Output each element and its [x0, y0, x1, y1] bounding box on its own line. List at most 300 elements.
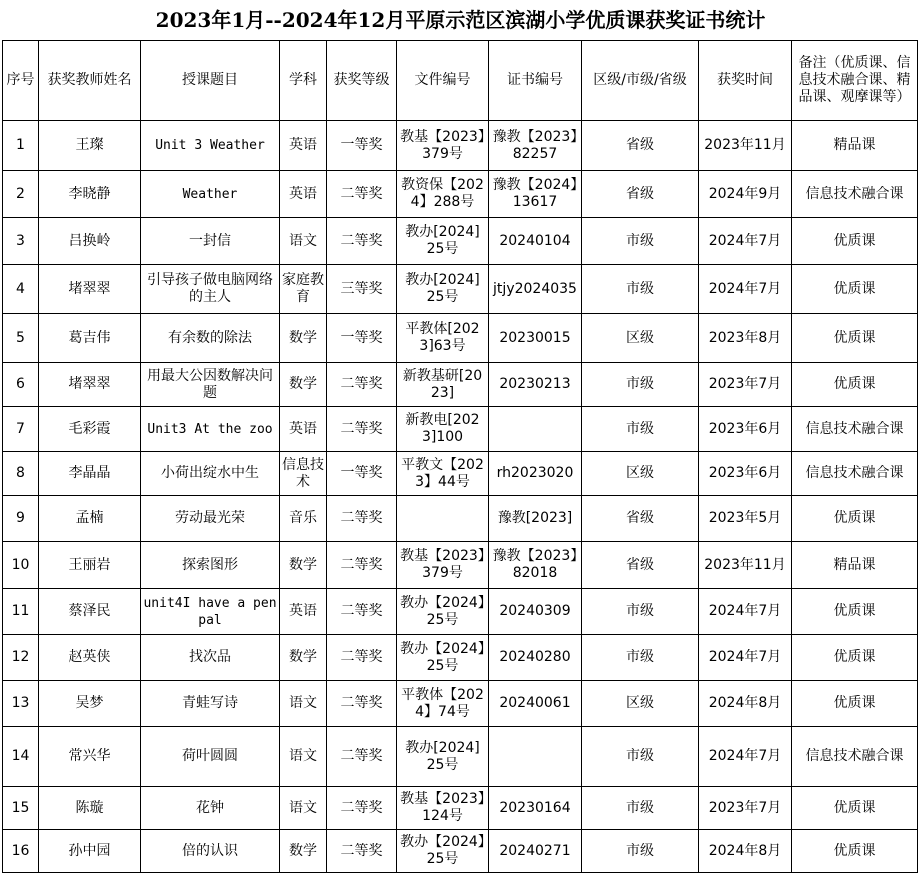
cell-text: 1 [16, 137, 25, 153]
cell-text: 优质课 [833, 649, 876, 665]
header-cell[interactable]: 文件编号 [397, 41, 489, 121]
cell-text: 20240280 [499, 649, 571, 665]
table-cell[interactable] [141, 121, 280, 171]
table-cell[interactable] [141, 589, 280, 635]
cell-text: 劳动最光荣 [175, 510, 245, 526]
table-cell[interactable] [39, 589, 141, 635]
cell-text: 二等奖 [340, 556, 383, 573]
table-row [3, 830, 918, 873]
table-cell[interactable] [141, 787, 280, 830]
cell-text: 语文 [289, 232, 317, 249]
cell-text: 二等奖 [340, 748, 383, 764]
cell-text: 6 [16, 376, 25, 392]
cell-text: 二等奖 [340, 420, 383, 437]
table-cell[interactable] [39, 363, 141, 407]
table-cell[interactable] [582, 830, 699, 873]
table-cell[interactable] [792, 314, 918, 363]
cell-text: 教基【2023】124号 [400, 791, 485, 824]
table-cell[interactable] [141, 314, 280, 363]
table-cell[interactable] [699, 589, 792, 635]
table-cell[interactable] [39, 314, 141, 363]
table-cell[interactable] [141, 452, 280, 496]
cell-text: 语文 [289, 799, 317, 816]
table-cell[interactable] [327, 452, 397, 496]
table-cell[interactable] [699, 635, 792, 681]
table-cell[interactable] [141, 265, 280, 314]
table-cell[interactable] [141, 496, 280, 542]
table-cell[interactable] [141, 727, 280, 787]
table-row [3, 635, 918, 681]
table-cell[interactable] [489, 171, 582, 218]
table-cell[interactable] [489, 635, 582, 681]
table-cell[interactable] [3, 589, 39, 635]
table-cell[interactable] [39, 787, 141, 830]
table-cell[interactable] [39, 407, 141, 452]
table-cell[interactable] [327, 589, 397, 635]
table-cell[interactable] [582, 496, 699, 542]
cell-text: 16 [11, 842, 30, 859]
cell-text: 20230164 [499, 799, 571, 816]
cell-text: 陈璇 [75, 799, 104, 816]
table-cell[interactable] [39, 121, 141, 171]
cell-text: 12 [11, 649, 30, 665]
table-cell[interactable] [3, 787, 39, 830]
table-cell[interactable] [489, 830, 582, 873]
table-cell[interactable] [397, 363, 489, 407]
table-cell[interactable] [141, 363, 280, 407]
table-cell[interactable] [39, 635, 141, 681]
table-cell[interactable] [3, 363, 39, 407]
cell-text: 优质课 [833, 232, 876, 249]
table-cell[interactable] [582, 727, 699, 787]
table-cell[interactable] [280, 681, 327, 727]
table-cell[interactable] [141, 681, 280, 727]
table-row [3, 727, 918, 787]
table-cell[interactable] [699, 314, 792, 363]
table-cell[interactable] [141, 218, 280, 265]
cell-text: 二等奖 [340, 799, 383, 816]
cell-text: 引导孩子做电脑网络的主人 [147, 272, 273, 305]
table-cell[interactable] [397, 589, 489, 635]
table-cell[interactable] [327, 542, 397, 589]
table-cell[interactable] [3, 314, 39, 363]
table-cell[interactable] [397, 314, 489, 363]
table-cell[interactable] [397, 635, 489, 681]
table-cell[interactable] [3, 407, 39, 452]
table-cell[interactable] [792, 407, 918, 452]
header-cell[interactable]: 序号 [3, 41, 39, 121]
table-cell[interactable] [699, 363, 792, 407]
table-cell[interactable] [327, 635, 397, 681]
table-cell[interactable] [280, 635, 327, 681]
cell-text: 市级 [626, 842, 654, 859]
table-cell[interactable] [792, 635, 918, 681]
cell-text: 9 [16, 510, 25, 526]
table-cell[interactable] [3, 496, 39, 542]
cell-text: 2024年9月 [708, 185, 782, 202]
table-cell[interactable] [489, 727, 582, 787]
cell-text: 教办【2024】25号 [400, 594, 485, 628]
header-cell[interactable]: 授课题目 [141, 41, 280, 121]
table-cell[interactable] [489, 589, 582, 635]
table-cell[interactable] [3, 681, 39, 727]
table-cell[interactable] [792, 363, 918, 407]
cell-text: 2023年8月 [708, 329, 782, 346]
table-row [3, 218, 918, 265]
table-cell[interactable] [792, 727, 918, 787]
table-row [3, 542, 918, 589]
cell-text: 毛彩霞 [68, 420, 111, 437]
cell-text: 荷叶圆圆 [182, 748, 238, 764]
table-cell[interactable] [280, 542, 327, 589]
cell-text: 王璨 [75, 137, 104, 153]
cell-text: 豫教【2024】13617 [492, 177, 578, 210]
header-cell[interactable]: 获奖等级 [327, 41, 397, 121]
cell-text: 精品课 [833, 556, 876, 573]
table-cell[interactable] [582, 314, 699, 363]
cell-text: 吕换岭 [68, 232, 111, 249]
table-cell[interactable] [489, 787, 582, 830]
cell-text: 一等奖 [340, 465, 383, 481]
cell-text: 优质课 [833, 376, 876, 392]
table-cell[interactable] [397, 171, 489, 218]
table-cell[interactable] [280, 589, 327, 635]
cell-text: 语文 [289, 748, 317, 764]
table-cell[interactable] [397, 407, 489, 452]
table-cell[interactable] [489, 496, 582, 542]
table-cell[interactable] [327, 830, 397, 873]
cell-text: 找次品 [189, 649, 231, 665]
cell-text: 二等奖 [340, 232, 383, 249]
table-cell[interactable] [489, 218, 582, 265]
table-cell[interactable] [3, 830, 39, 873]
table-cell[interactable] [699, 496, 792, 542]
table-cell[interactable] [327, 496, 397, 542]
table-cell[interactable] [280, 452, 327, 496]
table-cell[interactable] [792, 681, 918, 727]
table-cell[interactable] [397, 787, 489, 830]
table-cell[interactable] [327, 681, 397, 727]
table-cell[interactable] [327, 407, 397, 452]
cell-text: 信息技术融合课 [805, 465, 904, 481]
cell-text: 探索图形 [182, 556, 238, 573]
table-cell[interactable] [582, 589, 699, 635]
table-cell[interactable] [582, 407, 699, 452]
cell-text: 二等奖 [340, 842, 383, 859]
cell-text: 20240061 [499, 695, 571, 711]
table-cell[interactable] [141, 635, 280, 681]
table-cell[interactable] [3, 542, 39, 589]
table-cell[interactable] [280, 407, 327, 452]
table-cell[interactable] [792, 121, 918, 171]
table-cell[interactable] [792, 452, 918, 496]
header-cell[interactable]: 学科 [280, 41, 327, 121]
cell-text: 数学 [289, 329, 317, 346]
table-cell[interactable] [327, 265, 397, 314]
table-cell[interactable] [699, 407, 792, 452]
table-cell[interactable] [699, 727, 792, 787]
table-cell[interactable] [489, 314, 582, 363]
cell-text: 市级 [626, 649, 654, 665]
cell-text: 新教基研[2023] [402, 367, 483, 401]
header-cell[interactable]: 获奖时间 [699, 41, 792, 121]
cell-text: 20240271 [499, 842, 571, 859]
table-row [3, 787, 918, 830]
table-cell[interactable] [397, 496, 489, 542]
cell-text: 市级 [626, 280, 654, 297]
cell-text: 优质课 [833, 799, 876, 816]
table-cell[interactable] [280, 496, 327, 542]
cell-text: 有余数的除法 [168, 329, 252, 346]
table-cell[interactable] [39, 218, 141, 265]
cell-text: 市级 [626, 420, 654, 437]
cell-text: 教办[2024] 25号 [405, 224, 480, 257]
cell-text: 豫教[2023] [497, 510, 573, 526]
table-row [3, 121, 918, 171]
cell-text: 家庭教育 [282, 272, 324, 305]
cell-text: jtjy2024035 [493, 280, 577, 297]
cell-text: 赵英侠 [68, 649, 111, 665]
table-cell[interactable] [3, 265, 39, 314]
table-cell[interactable] [327, 121, 397, 171]
table-cell[interactable] [699, 830, 792, 873]
table-cell[interactable] [397, 727, 489, 787]
cell-text: 信息技术融合课 [805, 420, 904, 437]
cell-text: 一等奖 [340, 137, 383, 153]
cell-text: 20240104 [499, 232, 571, 249]
table-cell[interactable] [699, 121, 792, 171]
table-cell[interactable] [141, 171, 280, 218]
cell-text: 市级 [626, 799, 654, 816]
cell-text: 区级 [626, 695, 654, 711]
cell-text: 小荷出绽水中生 [161, 465, 259, 481]
table-cell[interactable] [397, 218, 489, 265]
table-cell[interactable] [39, 542, 141, 589]
header-row [3, 41, 918, 121]
table-cell[interactable] [280, 314, 327, 363]
table-cell[interactable] [582, 787, 699, 830]
cell-text: 8 [16, 465, 25, 481]
table-cell[interactable] [699, 265, 792, 314]
table-cell[interactable] [280, 727, 327, 787]
cell-text: 新教电[2023]100 [405, 412, 480, 445]
table-cell[interactable] [3, 218, 39, 265]
cell-text: 信息技术融合课 [805, 185, 904, 202]
cell-text: 孙中园 [68, 842, 111, 859]
cell-text: 省级 [626, 185, 654, 202]
cell-text: 王丽岩 [68, 556, 111, 573]
table-cell[interactable] [489, 452, 582, 496]
table-cell[interactable] [141, 830, 280, 873]
cell-text: 20230213 [499, 376, 571, 392]
cell-text: 教资保【2024】288号 [401, 177, 484, 210]
cell-text: 优质课 [833, 329, 876, 346]
table-cell[interactable] [39, 727, 141, 787]
cell-text: 数学 [289, 649, 317, 665]
cell-text: 2024年7月 [708, 280, 782, 297]
table-cell[interactable] [397, 265, 489, 314]
table-cell[interactable] [39, 681, 141, 727]
table-cell[interactable] [489, 265, 582, 314]
table-cell[interactable] [792, 589, 918, 635]
table-cell[interactable] [792, 171, 918, 218]
table-cell[interactable] [792, 542, 918, 589]
award-table [2, 40, 918, 873]
table-row [3, 589, 918, 635]
cell-text: 数学 [289, 376, 317, 392]
table-cell[interactable] [699, 681, 792, 727]
table-cell[interactable] [699, 171, 792, 218]
table-cell[interactable] [327, 787, 397, 830]
table-row [3, 681, 918, 727]
table-cell[interactable] [280, 363, 327, 407]
cell-text: 平教文【2023】44号 [401, 456, 484, 490]
table-cell[interactable] [792, 496, 918, 542]
table-row [3, 407, 918, 452]
table-cell[interactable] [397, 830, 489, 873]
table-cell[interactable] [489, 121, 582, 171]
cell-text: 吴梦 [75, 695, 104, 711]
table-cell[interactable] [3, 452, 39, 496]
cell-text: 市级 [626, 232, 654, 249]
table-cell[interactable] [792, 218, 918, 265]
cell-text: 2024年7月 [708, 649, 782, 665]
cell-text: 20240309 [499, 603, 571, 619]
cell-text: 3 [16, 232, 25, 249]
table-cell[interactable] [699, 787, 792, 830]
cell-text: 数学 [289, 556, 317, 573]
table-cell[interactable] [3, 727, 39, 787]
table-cell[interactable] [792, 265, 918, 314]
table-cell[interactable] [141, 407, 280, 452]
table-cell[interactable] [39, 452, 141, 496]
table-cell[interactable] [582, 171, 699, 218]
table-cell[interactable] [327, 171, 397, 218]
cell-text: 2023年7月 [708, 799, 782, 816]
header-cell[interactable]: 证书编号 [489, 41, 582, 121]
cell-text: 二等奖 [340, 510, 383, 526]
table-row [3, 496, 918, 542]
cell-text: 11 [11, 603, 30, 619]
table-cell[interactable] [582, 218, 699, 265]
cell-text: 豫教【2023】82257 [492, 128, 578, 162]
cell-text: 2024年7月 [708, 748, 782, 764]
cell-text: 15 [11, 799, 30, 816]
cell-text: 倍的认识 [182, 842, 238, 859]
cell-text: 音乐 [289, 510, 317, 526]
table-cell[interactable] [280, 787, 327, 830]
cell-text: 李晓静 [68, 185, 111, 202]
table-cell[interactable] [582, 542, 699, 589]
cell-text: 2024年8月 [708, 842, 782, 859]
table-cell[interactable] [39, 265, 141, 314]
table-cell[interactable] [489, 407, 582, 452]
table-cell[interactable] [280, 830, 327, 873]
cell-text: 优质课 [833, 603, 876, 619]
cell-text: 二等奖 [340, 376, 383, 392]
cell-text: 信息技术融合课 [805, 748, 904, 764]
table-cell[interactable] [327, 218, 397, 265]
cell-text: 省级 [626, 510, 654, 526]
table-row [3, 314, 918, 363]
table-cell[interactable] [280, 171, 327, 218]
header-cell[interactable]: 区级/市级/省级 [582, 41, 699, 121]
table-cell[interactable] [699, 452, 792, 496]
cell-text: 平教体【2024】74号 [401, 686, 484, 720]
table-cell[interactable] [489, 681, 582, 727]
table-cell[interactable] [3, 121, 39, 171]
table-cell[interactable] [397, 121, 489, 171]
cell-text: 花钟 [196, 799, 224, 816]
cell-text: 教基【2023】379号 [400, 128, 485, 162]
table-cell[interactable] [699, 218, 792, 265]
table-cell[interactable] [3, 171, 39, 218]
table-cell[interactable] [582, 635, 699, 681]
table-cell[interactable] [397, 542, 489, 589]
sheet-title: 2023年1月--2024年12月平原示范区滨湖小学优质课获奖证书统计 [155, 8, 766, 32]
table-cell[interactable] [792, 830, 918, 873]
cell-text: 13 [11, 695, 30, 711]
cell-text: 豫教【2023】82018 [492, 548, 578, 581]
table-cell[interactable] [489, 542, 582, 589]
cell-text: 7 [16, 420, 25, 437]
cell-text: 一等奖 [340, 329, 383, 346]
table-cell[interactable] [582, 121, 699, 171]
header-cell[interactable]: 备注（优质课、信息技术融合课、精品课、观摩课等） [792, 41, 918, 121]
cell-text: 优质课 [833, 842, 876, 859]
cell-text: 2023年7月 [708, 376, 782, 392]
table-cell[interactable] [3, 635, 39, 681]
cell-text: rh2023020 [496, 465, 574, 481]
cell-text: 孟楠 [75, 510, 104, 526]
table-row [3, 452, 918, 496]
cell-text: 堵翠翠 [68, 376, 111, 392]
table-cell[interactable] [397, 452, 489, 496]
table-cell[interactable] [327, 314, 397, 363]
cell-text: 教基【2023】379号 [400, 548, 485, 581]
cell-text: 14 [11, 748, 30, 764]
table-cell[interactable] [582, 681, 699, 727]
cell-text: 教办【2024】25号 [400, 834, 485, 867]
cell-text: 教办【2024】25号 [400, 640, 485, 674]
table-cell[interactable] [39, 496, 141, 542]
table-row [3, 363, 918, 407]
table-cell[interactable] [280, 218, 327, 265]
table-cell[interactable] [699, 542, 792, 589]
cell-text: 2023年11月 [704, 137, 786, 153]
cell-text: Unit3 At the zoo [147, 421, 273, 437]
cell-text: unit4I have a pen pal [143, 595, 277, 628]
table-cell[interactable] [792, 787, 918, 830]
table-cell[interactable] [327, 727, 397, 787]
table-cell[interactable] [489, 363, 582, 407]
cell-text: 英语 [289, 420, 317, 437]
table-cell[interactable] [582, 452, 699, 496]
header-cell[interactable]: 获奖教师姓名 [39, 41, 141, 121]
cell-text: 2024年7月 [708, 603, 782, 619]
table-cell[interactable] [280, 265, 327, 314]
table-cell[interactable] [582, 265, 699, 314]
table-cell[interactable] [39, 171, 141, 218]
cell-text: 教办[2024] 25号 [405, 272, 480, 305]
table-cell[interactable] [280, 121, 327, 171]
table-cell[interactable] [39, 830, 141, 873]
cell-text: 二等奖 [340, 603, 383, 619]
table-cell[interactable] [397, 681, 489, 727]
table-cell[interactable] [141, 542, 280, 589]
table-cell[interactable] [327, 363, 397, 407]
table-cell[interactable] [582, 363, 699, 407]
